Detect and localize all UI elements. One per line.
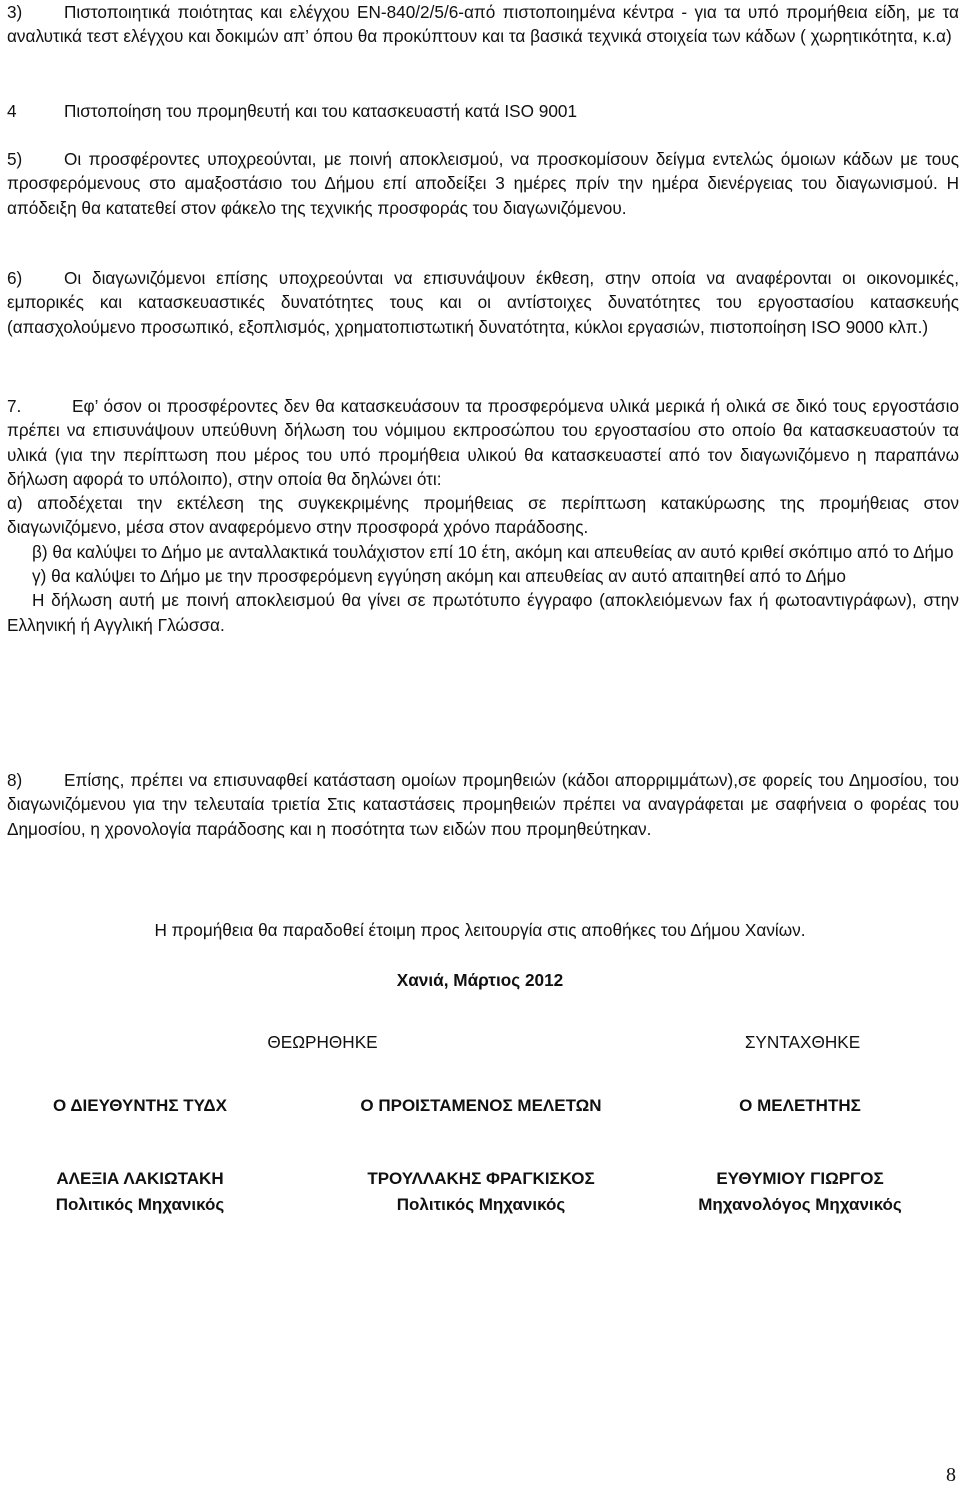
item-7-clause-a: α) αποδέχεται την εκτέλεση της συγκεκριμένης προμήθειας σε περίπτωση κατακύρωσης της προμήθειας στον διαγωνιζόμενο, μέσα στον αναφερόμενο στην προσφορά χρόνο παράδοσης. [7, 493, 959, 538]
compiled-label: ΣΥΝΤΑΧΘΗΚΕ [744, 1032, 861, 1052]
delivery-note: Η προμήθεια θα παραδοθεί έτοιμη προς λειτουργία στις αποθήκες του Δήμου Χανίων. [154, 920, 806, 940]
author-role: Μηχανολόγος Μηχανικός [698, 1195, 902, 1214]
item-7-clause-c: γ) θα καλύψει το Δήμο με την προσφερόμενη εγγύηση ακόμη και απευθείας αν αυτό απαιτηθεί από το Δήμο [32, 566, 846, 587]
item-5-number: 5) [7, 149, 23, 169]
item-6-paragraph [7, 266, 959, 339]
head-name: ΤΡΟΥΛΛΑΚΗΣ ΦΡΑΓΚΙΣΚΟΣ [367, 1169, 595, 1188]
item-4-number: 4 [7, 101, 17, 121]
director-title: Ο ΔΙΕΥΘΥΝΤΗΣ ΤΥΔΧ [53, 1096, 227, 1115]
item-3-paragraph [7, 0, 959, 49]
item-7-declaration-note: Η δήλωση αυτή με ποινή αποκλεισμού θα γίνει σε πρωτότυπο έγγραφο (αποκλειόμενων fax ή φωτοαντιγράφων), στην Ελληνική ή Αγγλική Γλώσσα. [7, 590, 959, 635]
item-4-text: Πιστοποίηση του προμηθευτή και του κατασκευαστή κατά ISO 9001 [64, 101, 577, 121]
seen-label: ΘΕΩΡΗΘΗΚΕ [267, 1032, 378, 1052]
item-7-paragraph [7, 394, 959, 491]
item-5-text: Οι προσφέροντες υποχρεούνται, με ποινή αποκλεισμού, να προσκομίσουν δείγμα εντελώς όμοιων κάδων με τους προσφερόμενους στο αμαξοστάσιο του Δήμου επί αποδείξει 3 ημέρες πρίν την ημέρα διενέργειας του διαγωνισμού. Η απόδειξη θα κατατεθεί στον φάκελο της τεχνικής προσφοράς του διαγωνιζόμενου. [7, 149, 959, 218]
director-role: Πολιτικός Μηχανικός [55, 1195, 225, 1214]
item-6-text: Οι διαγωνιζόμενοι επίσης υποχρεούνται να επισυνάψουν έκθεση, στην οποία να αναφέρονται οι οικονομικές, εμπορικές και κατασκευαστικές δυνατότητες τους και οι αντίστοιχες δυνατότητες του εργοστασίου κατασκευής (απασχολούμενο προσωπικό, εξοπλισμός, χρηματοπιστωτική δυνατότητα, κύκλοι εργασιών, πιστοποίηση ISO 9000 κλπ.) [7, 268, 959, 337]
head-role: Πολιτικός Μηχανικός [396, 1195, 566, 1214]
item-7-text: Εφ’ όσον οι προσφέροντες δεν θα κατασκευάσουν τα προσφερόμενα υλικά μερικά ή ολικά σε δικό τους εργοστάσιο πρέπει να επισυνάψουν υπεύθυνη δήλωση του νόμιμου εκπροσώπου του εργοστασίου στο οποίο θα κατασκευαστούν τα υλικά (για την περίπτωση που μέρος του υπό προμήθεια υλικού θα κατασκευαστεί από τον διαγωνιζόμενο η παραπάνω δήλωση αφορά το υπόλοιπο), στην οποία θα δηλώνει ότι: [7, 396, 959, 489]
item-8-number: 8) [7, 770, 23, 790]
author-signature-block [665, 1166, 935, 1218]
director-signature-block [5, 1166, 275, 1218]
head-signature-block [300, 1166, 662, 1218]
item-6-number: 6) [7, 268, 23, 288]
author-title: Ο ΜΕΛΕΤΗΤΗΣ [739, 1096, 861, 1115]
item-7-block [7, 394, 959, 637]
item-8-paragraph [7, 768, 959, 841]
director-name: ΑΛΕΞΙΑ ΛΑΚΙΩΤΑΚΗ [56, 1169, 224, 1188]
item-4-paragraph [7, 99, 959, 123]
item-3-number: 3) [7, 2, 23, 22]
item-7-number: 7. [7, 396, 22, 416]
item-5-paragraph [7, 147, 959, 220]
item-8-text: Επίσης, πρέπει να επισυναφθεί κατάσταση ομοίων προμηθειών (κάδοι απορριμμάτων),σε φορείς του Δημοσίου, του διαγωνιζόμενου για την τελευταία τριετία Στις καταστάσεις προμηθειών πρέπει να αναγράφεται με σαφήνεια ο φορέας του Δημοσίου, η χρονολογία παράδοσης και η ποσότητα των ειδών που προμηθεύτηκαν. [7, 770, 959, 839]
page-number: 8 [946, 1464, 956, 1486]
author-name: ΕΥΘΥΜΙΟΥ ΓΙΩΡΓΟΣ [716, 1169, 884, 1188]
item-3-text: Πιστοποιητικά ποιότητας και ελέγχου EN-840/2/5/6-από πιστοποιημένα κέντρα - για τα υπό προμήθεια είδη, με τα αναλυτικά τεστ ελέγχου και δοκιμών απ’ όπου θα προκύπτουν και τα βασικά τεχνικά στοιχεία των κάδων ( χωρητικότητα, κ.α) [7, 2, 959, 47]
item-7-clause-b: β) θα καλύψει το Δήμο με ανταλλακτικά τουλάχιστον επί 10 έτη, ακόμη και απευθείας αν αυτό κριθεί σκόπιμο από το Δήμο [32, 541, 954, 562]
place-date: Χανιά, Μάρτιος 2012 [396, 970, 564, 990]
head-title: Ο ΠΡΟΙΣΤΑΜΕΝΟΣ ΜΕΛΕΤΩΝ [360, 1096, 602, 1115]
